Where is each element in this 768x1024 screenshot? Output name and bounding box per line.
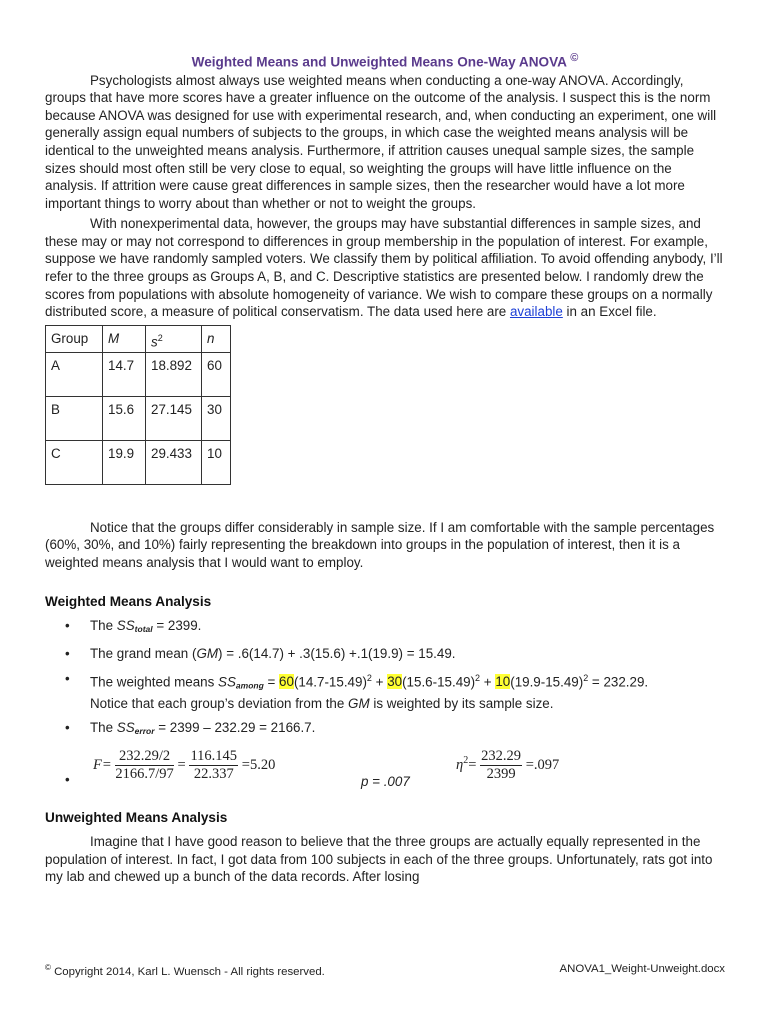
sample-size-paragraph: Notice that the groups differ considerably in sample size. If I am comfortable with the sample percentages (60%, 30%, and 10%) fairly representing the breakdown into groups in the population of interest, then it is a weighted means analysis that I would want to employ. — [45, 519, 715, 571]
cell-group: B — [46, 396, 103, 440]
document-title — [45, 52, 725, 70]
eta-squared-formula: $\eta^2=$ $\frac{232.29}{2399}$ =.097 — [456, 748, 560, 783]
paragraph-text-end: in an Excel file. — [562, 304, 657, 320]
intro-paragraph: Psychologists almost always use weighted means when conducting a one-way ANOVA. Accordingly, groups that have more scores have a greater influence on the outcome of the analysis. I suspect this is the norm because ANOVA was designed for use with experimental research, and, when conducting an experiment, one will generally assign equal numbers of subjects to the groups, in which case the weighted means analysis will be identical to the unweighted means analysis. Furthermore, if attrition causes unequal sample sizes, the sample sizes should most often still be very close to equal, so weighting the groups will have little influence on the analysis. If attrition were cause great differences in sample sizes, then the researcher would have a lot more important things to worry about than whether or not to weight the groups. — [45, 72, 717, 211]
header-group: Group — [46, 325, 103, 352]
weight-highlight: 10 — [495, 674, 511, 690]
p-value: p = .007 — [361, 774, 410, 790]
list-item: • The $SS_{total} = 2399$. — [90, 617, 725, 639]
cell-mean: 15.6 — [103, 396, 146, 440]
f-formula: F= $\frac{232.29/2}{2166.7/97}$ = $\frac{116.145}{22.337}$ =5.20 — [93, 748, 276, 783]
cell-mean: 19.9 — [103, 440, 146, 484]
cell-group: A — [46, 352, 103, 396]
available-link[interactable]: available — [509, 304, 563, 320]
cell-group: C — [46, 440, 103, 484]
cell-n: 60 — [202, 352, 231, 396]
weight-highlight: 30 — [387, 674, 403, 690]
header-n: n — [202, 325, 231, 352]
spacer — [45, 485, 725, 519]
header-variance: $s^2$ — [146, 325, 202, 352]
unweighted-heading: Unweighted Means Analysis — [45, 810, 228, 826]
table-row — [46, 440, 231, 484]
nonexperimental-paragraph — [45, 215, 725, 321]
file-name: ANOVA1_Weight-Unweight.docx — [559, 963, 725, 975]
weighted-heading: Weighted Means Analysis — [45, 593, 212, 609]
unweighted-paragraph: Imagine that I have good reason to believe that the three groups are actually equally represented in the population of interest. In fact, I got data from 100 subjects in each of the three groups. Unfortunately, rats got into my lab and chewed up a bunch of the data records. After losing — [45, 834, 713, 885]
copyright-mark: © — [570, 52, 579, 64]
copyright-text: Copyright 2014, Karl L. Wuensch - All rights reserved. — [50, 965, 325, 978]
descriptive-stats-table — [45, 325, 231, 485]
bullet: • — [65, 772, 70, 788]
list-item: • The grand mean (GM) = .6(14.7) + .3(15.6) +.1(19.9) = 15.49. — [90, 645, 725, 663]
weight-highlight: 60 — [279, 674, 294, 690]
table-row — [46, 396, 231, 440]
cell-variance: 18.892 — [146, 352, 202, 396]
title-text: Weighted Means and Unweighted Means One-Way ANOVA — [191, 54, 567, 70]
header-mean: M — [103, 325, 146, 352]
cell-n: 30 — [202, 396, 231, 440]
cell-mean: 14.7 — [103, 352, 146, 396]
paragraph-text: With nonexperimental data, however, the groups may have substantial differences in sample sizes, and these may or may not correspond to differences in group membership in the population of interest. For example, suppose we have randomly sampled voters. We classify them by political affiliation. To avoid offending anybody, I’ll refer to the three groups as Groups A, B, and C. Descriptive statistics are presented below. I randomly drew the scores from populations with absolute homogeneity of variance. We wish to compare these groups on a normally distributed score, a measure of political conservatism. The data used here are — [45, 216, 723, 320]
cell-variance: 29.433 — [146, 440, 202, 484]
formula-row — [65, 748, 725, 794]
table-header-row — [46, 325, 231, 352]
weighted-bullets — [45, 617, 725, 741]
list-item: • The weighted means $SS_{among} = 60(14.7-15.49)^2 + 30(15.6-15.49)^2 + 10(19.9-15.49)^2 = 232.29$. Notice that each group’s deviation from the GM is weighted by its sample size. — [90, 670, 725, 713]
cell-variance: 27.145 — [146, 396, 202, 440]
list-item: • The $SS_{error} = 2399 - 232.29 = 2166.7$. — [90, 719, 725, 741]
table-row — [46, 352, 231, 396]
cell-n: 10 — [202, 440, 231, 484]
page-footer — [45, 963, 725, 978]
copyright-mark: © — [45, 963, 51, 972]
document-page — [45, 52, 725, 889]
